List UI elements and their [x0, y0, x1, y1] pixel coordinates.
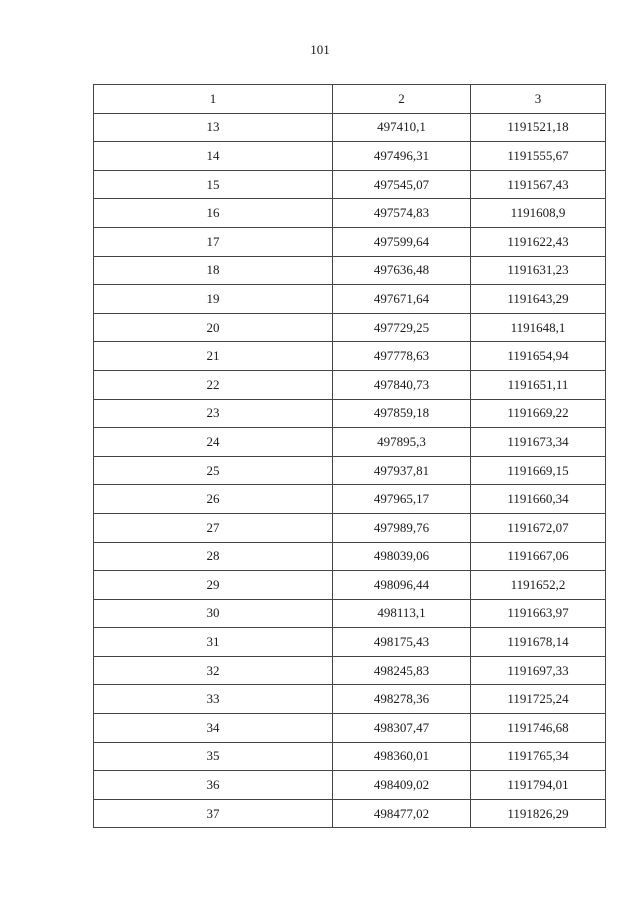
table-cell-col-1: 33	[94, 685, 333, 714]
table-cell-col-2: 497545,07	[333, 170, 471, 199]
table-cell-col-3: 1191697,33	[471, 656, 606, 685]
table-cell-col-2: 498245,83	[333, 656, 471, 685]
table-cell-col-2: 498096,44	[333, 571, 471, 600]
table-row	[94, 142, 606, 171]
table-row	[94, 342, 606, 371]
table-cell-col-2: 497989,76	[333, 513, 471, 542]
table-cell-col-3: 1191669,15	[471, 456, 606, 485]
table-row	[94, 399, 606, 428]
table-row	[94, 227, 606, 256]
table-cell-col-3: 1191654,94	[471, 342, 606, 371]
table-row	[94, 113, 606, 142]
table-cell-col-3: 1191746,68	[471, 714, 606, 743]
table-cell-col-3: 1191521,18	[471, 113, 606, 142]
table-cell-col-3: 1191669,22	[471, 399, 606, 428]
table-row	[94, 485, 606, 514]
table-cell-col-2: 497859,18	[333, 399, 471, 428]
table-cell-col-3: 1191678,14	[471, 628, 606, 657]
table-row	[94, 256, 606, 285]
table-cell-col-1: 26	[94, 485, 333, 514]
page-number: 101	[310, 42, 330, 57]
table-cell-col-3: 1191567,43	[471, 170, 606, 199]
table-cell-col-1: 29	[94, 571, 333, 600]
table-row	[94, 799, 606, 828]
table-cell-col-1: 23	[94, 399, 333, 428]
table-cell-col-1: 30	[94, 599, 333, 628]
table-row	[94, 542, 606, 571]
table-row	[94, 742, 606, 771]
table-row	[94, 771, 606, 800]
table-cell-col-3: 1191622,43	[471, 227, 606, 256]
table-cell-col-1: 22	[94, 370, 333, 399]
table-cell-col-3: 1191648,1	[471, 313, 606, 342]
header-col-3: 3	[471, 85, 606, 114]
table-cell-col-2: 497937,81	[333, 456, 471, 485]
table-cell-col-2: 497636,48	[333, 256, 471, 285]
table-cell-col-1: 36	[94, 771, 333, 800]
table-cell-col-2: 497895,3	[333, 428, 471, 457]
table-cell-col-2: 497671,64	[333, 285, 471, 314]
table-cell-col-3: 1191651,11	[471, 370, 606, 399]
table-row	[94, 714, 606, 743]
table-cell-col-1: 16	[94, 199, 333, 228]
table-cell-col-1: 15	[94, 170, 333, 199]
table-row	[94, 656, 606, 685]
table-cell-col-2: 498113,1	[333, 599, 471, 628]
table-cell-col-2: 498477,02	[333, 799, 471, 828]
table-cell-col-2: 497965,17	[333, 485, 471, 514]
table-row	[94, 313, 606, 342]
table-row	[94, 428, 606, 457]
table-cell-col-2: 497840,73	[333, 370, 471, 399]
table-cell-col-1: 20	[94, 313, 333, 342]
table-cell-col-1: 27	[94, 513, 333, 542]
table-cell-col-3: 1191652,2	[471, 571, 606, 600]
table-cell-col-1: 37	[94, 799, 333, 828]
table-cell-col-1: 13	[94, 113, 333, 142]
table-cell-col-2: 498039,06	[333, 542, 471, 571]
table-cell-col-3: 1191608,9	[471, 199, 606, 228]
table-row	[94, 285, 606, 314]
header-col-2: 2	[333, 85, 471, 114]
table-cell-col-2: 498175,43	[333, 628, 471, 657]
header-row	[94, 85, 606, 114]
table-row	[94, 571, 606, 600]
table-cell-col-2: 498307,47	[333, 714, 471, 743]
table-cell-col-1: 19	[94, 285, 333, 314]
table-cell-col-1: 25	[94, 456, 333, 485]
table-cell-col-1: 18	[94, 256, 333, 285]
table-cell-col-3: 1191631,23	[471, 256, 606, 285]
table-row	[94, 170, 606, 199]
table-cell-col-3: 1191667,06	[471, 542, 606, 571]
table-cell-col-2: 498278,36	[333, 685, 471, 714]
table-cell-col-3: 1191673,34	[471, 428, 606, 457]
table-body	[94, 113, 606, 828]
header-col-1: 1	[94, 85, 333, 114]
table-cell-col-1: 21	[94, 342, 333, 371]
table-cell-col-1: 34	[94, 714, 333, 743]
table-header	[94, 85, 606, 114]
table-cell-col-3: 1191794,01	[471, 771, 606, 800]
table-cell-col-2: 498409,02	[333, 771, 471, 800]
table-cell-col-1: 14	[94, 142, 333, 171]
table-row	[94, 456, 606, 485]
table-cell-col-2: 497729,25	[333, 313, 471, 342]
table-cell-col-3: 1191725,24	[471, 685, 606, 714]
table-cell-col-1: 28	[94, 542, 333, 571]
table-cell-col-3: 1191826,29	[471, 799, 606, 828]
coordinates-table	[93, 84, 606, 828]
table-row	[94, 685, 606, 714]
table-cell-col-1: 24	[94, 428, 333, 457]
table-row	[94, 628, 606, 657]
table-cell-col-2: 497599,64	[333, 227, 471, 256]
table-row	[94, 199, 606, 228]
table-cell-col-2: 497778,63	[333, 342, 471, 371]
table-cell-col-3: 1191672,07	[471, 513, 606, 542]
table-cell-col-1: 17	[94, 227, 333, 256]
table-row	[94, 370, 606, 399]
table-cell-col-2: 497574,83	[333, 199, 471, 228]
table-cell-col-2: 497410,1	[333, 113, 471, 142]
table-row	[94, 513, 606, 542]
table-cell-col-2: 498360,01	[333, 742, 471, 771]
table-cell-col-3: 1191663,97	[471, 599, 606, 628]
table-cell-col-1: 32	[94, 656, 333, 685]
table-cell-col-3: 1191660,34	[471, 485, 606, 514]
table-cell-col-1: 35	[94, 742, 333, 771]
table-cell-col-2: 497496,31	[333, 142, 471, 171]
table-cell-col-3: 1191765,34	[471, 742, 606, 771]
table-cell-col-3: 1191643,29	[471, 285, 606, 314]
table-row	[94, 599, 606, 628]
table-cell-col-3: 1191555,67	[471, 142, 606, 171]
table-cell-col-1: 31	[94, 628, 333, 657]
